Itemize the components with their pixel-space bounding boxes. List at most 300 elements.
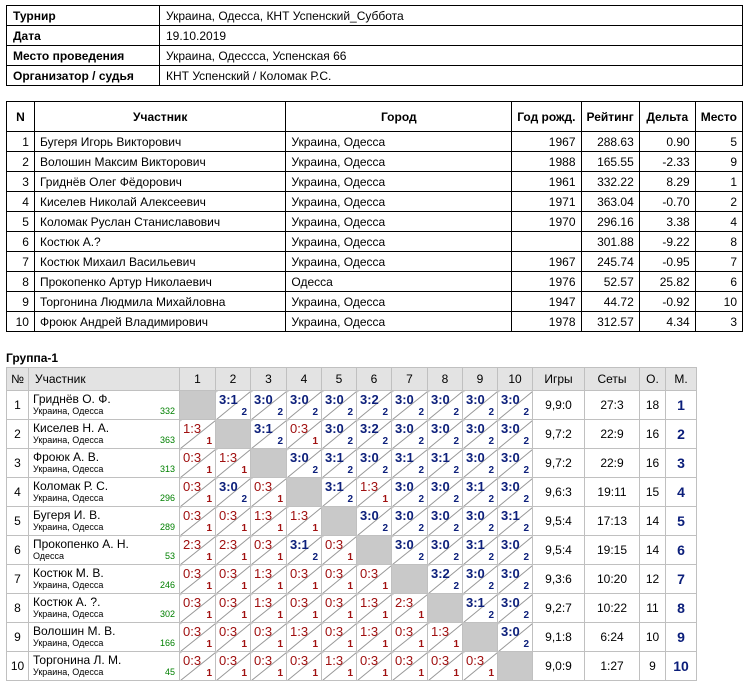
match-points: 2 xyxy=(488,494,494,505)
player-name: Костюк А. ?. xyxy=(33,595,101,609)
match-result-cell xyxy=(498,391,533,420)
row-number: 10 xyxy=(7,652,29,681)
match-score: 1:3 xyxy=(254,508,273,523)
match-score: 1:3 xyxy=(219,450,238,465)
col-header-opponent: 3 xyxy=(251,368,287,391)
match-score: 3:1 xyxy=(290,537,309,552)
sets-total: 10:22 xyxy=(585,594,640,623)
match-points: 1 xyxy=(277,639,283,650)
final-place: 4 xyxy=(666,478,697,507)
match-score: 3:0 xyxy=(501,537,520,552)
match-score: 0:3 xyxy=(183,624,202,639)
participant-birth-year: 1967 xyxy=(512,252,581,272)
final-place: 3 xyxy=(666,449,697,478)
match-points: 2 xyxy=(453,552,459,563)
diagonal-cell xyxy=(322,507,357,536)
match-score: 0:3 xyxy=(183,479,202,494)
match-result-cell xyxy=(216,652,251,681)
match-score: 0:3 xyxy=(219,508,238,523)
match-points: 1 xyxy=(312,523,318,534)
col-header-num: № xyxy=(7,368,29,391)
match-score: 0:3 xyxy=(183,508,202,523)
participants-header-row xyxy=(7,102,743,132)
match-result-cell xyxy=(357,594,392,623)
col-header-opponent: 6 xyxy=(357,368,392,391)
player-cell xyxy=(29,449,180,478)
match-score: 0:3 xyxy=(325,624,344,639)
participant-place: 5 xyxy=(695,132,742,152)
participant-birth-year: 1988 xyxy=(512,152,581,172)
match-result-cell xyxy=(463,594,498,623)
match-score: 3:0 xyxy=(501,566,520,581)
match-points: 2 xyxy=(418,407,424,418)
match-score: 3:0 xyxy=(219,479,238,494)
match-score: 1:3 xyxy=(360,595,379,610)
participant-number: 6 xyxy=(7,232,35,252)
col-header-games: Игры xyxy=(533,368,585,391)
sets-total: 22:9 xyxy=(585,420,640,449)
match-result-cell xyxy=(498,449,533,478)
crosstable-row xyxy=(7,420,697,449)
match-result-cell xyxy=(251,594,287,623)
match-score: 1:3 xyxy=(183,421,202,436)
col-header-opponent: 9 xyxy=(463,368,498,391)
match-score: 3:0 xyxy=(431,421,450,436)
match-points: 2 xyxy=(488,465,494,476)
match-score: 0:3 xyxy=(183,450,202,465)
match-score: 1:3 xyxy=(254,566,273,581)
match-score: 0:3 xyxy=(219,595,238,610)
participant-birth-year: 1967 xyxy=(512,132,581,152)
match-score: 3:2 xyxy=(431,566,450,581)
col-header-opponent: 10 xyxy=(498,368,533,391)
match-score: 1:3 xyxy=(431,624,450,639)
match-points: 2 xyxy=(382,407,388,418)
row-number: 5 xyxy=(7,507,29,536)
match-points: 2 xyxy=(488,610,494,621)
group-title: Группа-1 xyxy=(6,351,59,365)
match-points: 2 xyxy=(347,494,353,505)
match-result-cell xyxy=(392,507,428,536)
player-city: Одесса xyxy=(33,551,65,561)
row-number: 8 xyxy=(7,594,29,623)
player-cell xyxy=(29,507,180,536)
match-score: 0:3 xyxy=(325,566,344,581)
participant-place: 2 xyxy=(695,192,742,212)
sets-total: 19:15 xyxy=(585,536,640,565)
match-result-cell xyxy=(463,536,498,565)
match-score: 0:3 xyxy=(395,653,414,668)
participant-delta: -2.33 xyxy=(639,152,695,172)
games-total: 9,7:2 xyxy=(533,420,585,449)
player-rating: 296 xyxy=(159,493,175,503)
match-points: 2 xyxy=(453,436,459,447)
diagonal-cell xyxy=(287,478,322,507)
match-score: 0:3 xyxy=(219,624,238,639)
participants-header: Город xyxy=(286,102,512,132)
match-score: 1:3 xyxy=(290,624,309,639)
match-points: 2 xyxy=(523,407,529,418)
match-score: 3:0 xyxy=(501,450,520,465)
match-points: 2 xyxy=(523,494,529,505)
participant-number: 4 xyxy=(7,192,35,212)
participant-rating: 301.88 xyxy=(581,232,639,252)
match-score: 1:3 xyxy=(325,653,344,668)
match-points: 2 xyxy=(523,610,529,621)
match-points: 1 xyxy=(277,581,283,592)
participant-name: Костюк А.? xyxy=(34,232,285,252)
match-result-cell xyxy=(287,623,322,652)
match-points: 2 xyxy=(241,407,247,418)
participant-number: 2 xyxy=(7,152,35,172)
participant-delta: -0.70 xyxy=(639,192,695,212)
player-city: Украина, Одесса xyxy=(33,522,104,532)
participant-rating: 52.57 xyxy=(581,272,639,292)
crosstable-row xyxy=(7,449,697,478)
player-cell xyxy=(29,652,180,681)
match-score: 3:0 xyxy=(501,479,520,494)
games-total: 9,9:0 xyxy=(533,391,585,420)
match-points: 1 xyxy=(347,668,353,679)
match-score: 3:2 xyxy=(360,392,379,407)
match-result-cell xyxy=(428,507,463,536)
participant-birth-year: 1961 xyxy=(512,172,581,192)
match-points: 1 xyxy=(312,668,318,679)
match-score: 3:1 xyxy=(325,479,344,494)
match-result-cell xyxy=(392,623,428,652)
participant-birth-year: 1976 xyxy=(512,272,581,292)
match-result-cell xyxy=(287,420,322,449)
match-score: 3:0 xyxy=(431,508,450,523)
participant-rating: 245.74 xyxy=(581,252,639,272)
col-header-opponent: 4 xyxy=(287,368,322,391)
info-value: Украина, Одессса, Успенская 66 xyxy=(160,46,743,66)
match-points: 2 xyxy=(347,407,353,418)
match-points: 2 xyxy=(453,465,459,476)
match-result-cell xyxy=(392,652,428,681)
participant-city: Украина, Одесса xyxy=(286,292,512,312)
match-points: 1 xyxy=(277,610,283,621)
match-result-cell xyxy=(180,594,216,623)
participant-name: Волошин Максим Викторович xyxy=(34,152,285,172)
match-points: 2 xyxy=(453,581,459,592)
match-points: 1 xyxy=(206,523,212,534)
player-city: Украина, Одесса xyxy=(33,493,104,503)
match-points: 1 xyxy=(418,610,424,621)
match-points: 2 xyxy=(523,465,529,476)
match-result-cell xyxy=(428,536,463,565)
match-result-cell xyxy=(428,565,463,594)
match-result-cell xyxy=(180,652,216,681)
participant-name: Бугеря Игорь Викторович xyxy=(34,132,285,152)
participant-name: Коломак Руслан Станиславович xyxy=(34,212,285,232)
participant-birth-year: 1970 xyxy=(512,212,581,232)
player-cell xyxy=(29,420,180,449)
match-points: 1 xyxy=(312,436,318,447)
player-name: Костюк М. В. xyxy=(33,566,104,580)
player-cell xyxy=(29,594,180,623)
match-points: 1 xyxy=(418,639,424,650)
match-score: 3:0 xyxy=(466,566,485,581)
diagonal-cell xyxy=(251,449,287,478)
player-name: Коломак Р. С. xyxy=(33,479,109,493)
crosstable-row xyxy=(7,478,697,507)
match-points: 1 xyxy=(347,552,353,563)
match-points: 1 xyxy=(206,465,212,476)
match-points: 1 xyxy=(241,465,247,476)
match-result-cell xyxy=(357,565,392,594)
player-cell xyxy=(29,536,180,565)
player-city: Украина, Одесса xyxy=(33,667,104,677)
participant-number: 1 xyxy=(7,132,35,152)
match-points: 1 xyxy=(241,610,247,621)
match-result-cell xyxy=(251,623,287,652)
participant-place: 3 xyxy=(695,312,742,332)
participant-name: Прокопенко Артур Николаевич xyxy=(34,272,285,292)
participant-name: Костюк Михаил Васильевич xyxy=(34,252,285,272)
participant-rating: 288.63 xyxy=(581,132,639,152)
crosstable-row xyxy=(7,536,697,565)
match-score: 3:1 xyxy=(254,421,273,436)
match-result-cell xyxy=(251,507,287,536)
participant-delta: -0.92 xyxy=(639,292,695,312)
match-result-cell xyxy=(392,478,428,507)
match-result-cell xyxy=(463,391,498,420)
final-place: 5 xyxy=(666,507,697,536)
match-score: 3:0 xyxy=(431,537,450,552)
match-result-cell xyxy=(216,623,251,652)
points-total: 16 xyxy=(640,449,666,478)
player-meta xyxy=(33,551,175,562)
participants-header: Место xyxy=(695,102,742,132)
match-result-cell xyxy=(357,478,392,507)
match-points: 1 xyxy=(206,668,212,679)
player-name: Бугеря И. В. xyxy=(33,508,101,522)
match-points: 1 xyxy=(418,668,424,679)
match-points: 1 xyxy=(488,668,494,679)
player-meta xyxy=(33,667,175,678)
match-points: 2 xyxy=(277,436,283,447)
sets-total: 6:24 xyxy=(585,623,640,652)
final-place: 8 xyxy=(666,594,697,623)
info-label: Турнир xyxy=(7,6,160,26)
match-score: 3:0 xyxy=(431,392,450,407)
match-result-cell xyxy=(322,391,357,420)
participant-place: 1 xyxy=(695,172,742,192)
match-points: 1 xyxy=(241,552,247,563)
match-score: 2:3 xyxy=(219,537,238,552)
diagonal-cell xyxy=(357,536,392,565)
tournament-info-table xyxy=(6,5,743,86)
match-score: 0:3 xyxy=(290,595,309,610)
final-place: 7 xyxy=(666,565,697,594)
match-score: 3:0 xyxy=(501,624,520,639)
participant-birth-year: 1947 xyxy=(512,292,581,312)
participant-delta: 0.90 xyxy=(639,132,695,152)
table-row xyxy=(7,292,743,312)
diagonal-cell xyxy=(463,623,498,652)
info-value: 19.10.2019 xyxy=(160,26,743,46)
participant-number: 9 xyxy=(7,292,35,312)
match-points: 1 xyxy=(312,610,318,621)
participant-birth-year xyxy=(512,232,581,252)
match-result-cell xyxy=(322,420,357,449)
games-total: 9,2:7 xyxy=(533,594,585,623)
match-points: 2 xyxy=(382,436,388,447)
match-points: 1 xyxy=(347,610,353,621)
match-result-cell xyxy=(180,420,216,449)
match-points: 2 xyxy=(241,494,247,505)
match-score: 3:1 xyxy=(466,537,485,552)
player-rating: 53 xyxy=(164,551,175,561)
participant-delta: 4.34 xyxy=(639,312,695,332)
match-score: 1:3 xyxy=(254,595,273,610)
match-points: 1 xyxy=(206,436,212,447)
match-score: 0:3 xyxy=(219,566,238,581)
participant-place: 4 xyxy=(695,212,742,232)
player-name: Гриднёв О. Ф. xyxy=(33,392,111,406)
match-result-cell xyxy=(251,536,287,565)
player-rating: 363 xyxy=(159,435,175,445)
match-points: 2 xyxy=(418,465,424,476)
match-result-cell xyxy=(428,652,463,681)
participant-city: Украина, Одесса xyxy=(286,172,512,192)
games-total: 9,5:4 xyxy=(533,536,585,565)
diagonal-cell xyxy=(428,594,463,623)
points-total: 18 xyxy=(640,391,666,420)
match-points: 2 xyxy=(453,523,459,534)
participant-city: Одесса xyxy=(286,272,512,292)
match-score: 3:0 xyxy=(395,479,414,494)
participants-header: N xyxy=(7,102,35,132)
match-score: 0:3 xyxy=(254,624,273,639)
participant-number: 3 xyxy=(7,172,35,192)
row-number: 6 xyxy=(7,536,29,565)
match-points: 2 xyxy=(523,436,529,447)
match-score: 0:3 xyxy=(183,653,202,668)
participant-city: Украина, Одесса xyxy=(286,212,512,232)
player-name: Киселев Н. А. xyxy=(33,421,110,435)
participant-name: Киселев Николай Алексеевич xyxy=(34,192,285,212)
match-score: 3:1 xyxy=(501,508,520,523)
match-score: 3:0 xyxy=(395,508,414,523)
player-city: Украина, Одесса xyxy=(33,406,104,416)
col-header-opponent: 2 xyxy=(216,368,251,391)
participant-delta: 8.29 xyxy=(639,172,695,192)
match-score: 0:3 xyxy=(360,653,379,668)
player-meta xyxy=(33,638,175,649)
match-result-cell xyxy=(287,391,322,420)
crosstable xyxy=(6,367,697,681)
match-result-cell xyxy=(251,420,287,449)
match-result-cell xyxy=(498,507,533,536)
sets-total: 1:27 xyxy=(585,652,640,681)
match-score: 3:0 xyxy=(395,392,414,407)
match-score: 3:0 xyxy=(325,392,344,407)
match-score: 3:0 xyxy=(501,421,520,436)
match-score: 0:3 xyxy=(290,653,309,668)
match-result-cell xyxy=(251,391,287,420)
match-score: 0:3 xyxy=(183,595,202,610)
match-score: 3:1 xyxy=(466,479,485,494)
match-result-cell xyxy=(216,478,251,507)
player-meta xyxy=(33,522,175,533)
match-result-cell xyxy=(357,391,392,420)
match-points: 2 xyxy=(523,523,529,534)
match-result-cell xyxy=(392,391,428,420)
final-place: 10 xyxy=(666,652,697,681)
points-total: 14 xyxy=(640,507,666,536)
info-label: Место проведения xyxy=(7,46,160,66)
match-score: 3:1 xyxy=(219,392,238,407)
match-points: 2 xyxy=(488,581,494,592)
match-score: 3:0 xyxy=(466,450,485,465)
player-city: Украина, Одесса xyxy=(33,580,104,590)
match-points: 2 xyxy=(347,436,353,447)
match-result-cell xyxy=(216,536,251,565)
player-meta xyxy=(33,464,175,475)
sets-total: 27:3 xyxy=(585,391,640,420)
match-result-cell xyxy=(322,652,357,681)
match-result-cell xyxy=(428,478,463,507)
info-row xyxy=(7,66,743,86)
match-score: 3:0 xyxy=(360,450,379,465)
match-score: 3:0 xyxy=(395,537,414,552)
crosstable-row xyxy=(7,507,697,536)
col-header-opponent: 7 xyxy=(392,368,428,391)
match-points: 1 xyxy=(382,668,388,679)
participant-city: Украина, Одесса xyxy=(286,192,512,212)
match-points: 1 xyxy=(206,610,212,621)
games-total: 9,1:8 xyxy=(533,623,585,652)
table-row xyxy=(7,272,743,292)
player-meta xyxy=(33,435,175,446)
player-cell xyxy=(29,565,180,594)
match-score: 3:0 xyxy=(501,392,520,407)
match-points: 1 xyxy=(277,552,283,563)
player-rating: 289 xyxy=(159,522,175,532)
match-score: 3:0 xyxy=(325,421,344,436)
player-name: Фроюк А. В. xyxy=(33,450,100,464)
match-result-cell xyxy=(392,594,428,623)
match-result-cell xyxy=(392,536,428,565)
table-row xyxy=(7,312,743,332)
match-score: 2:3 xyxy=(183,537,202,552)
match-result-cell xyxy=(287,507,322,536)
games-total: 9,0:9 xyxy=(533,652,585,681)
participant-place: 10 xyxy=(695,292,742,312)
match-points: 1 xyxy=(312,639,318,650)
participant-place: 9 xyxy=(695,152,742,172)
match-result-cell xyxy=(322,536,357,565)
player-name: Торгонина Л. М. xyxy=(33,653,122,667)
participant-birth-year: 1978 xyxy=(512,312,581,332)
match-result-cell xyxy=(180,565,216,594)
match-score: 3:0 xyxy=(431,479,450,494)
player-rating: 246 xyxy=(159,580,175,590)
final-place: 2 xyxy=(666,420,697,449)
match-points: 1 xyxy=(453,668,459,679)
match-score: 3:0 xyxy=(290,450,309,465)
final-place: 1 xyxy=(666,391,697,420)
col-header-points: О. xyxy=(640,368,666,391)
match-result-cell xyxy=(357,420,392,449)
player-name: Прокопенко А. Н. xyxy=(33,537,129,551)
player-rating: 332 xyxy=(159,406,175,416)
match-points: 2 xyxy=(488,552,494,563)
participant-number: 8 xyxy=(7,272,35,292)
crosstable-row xyxy=(7,594,697,623)
